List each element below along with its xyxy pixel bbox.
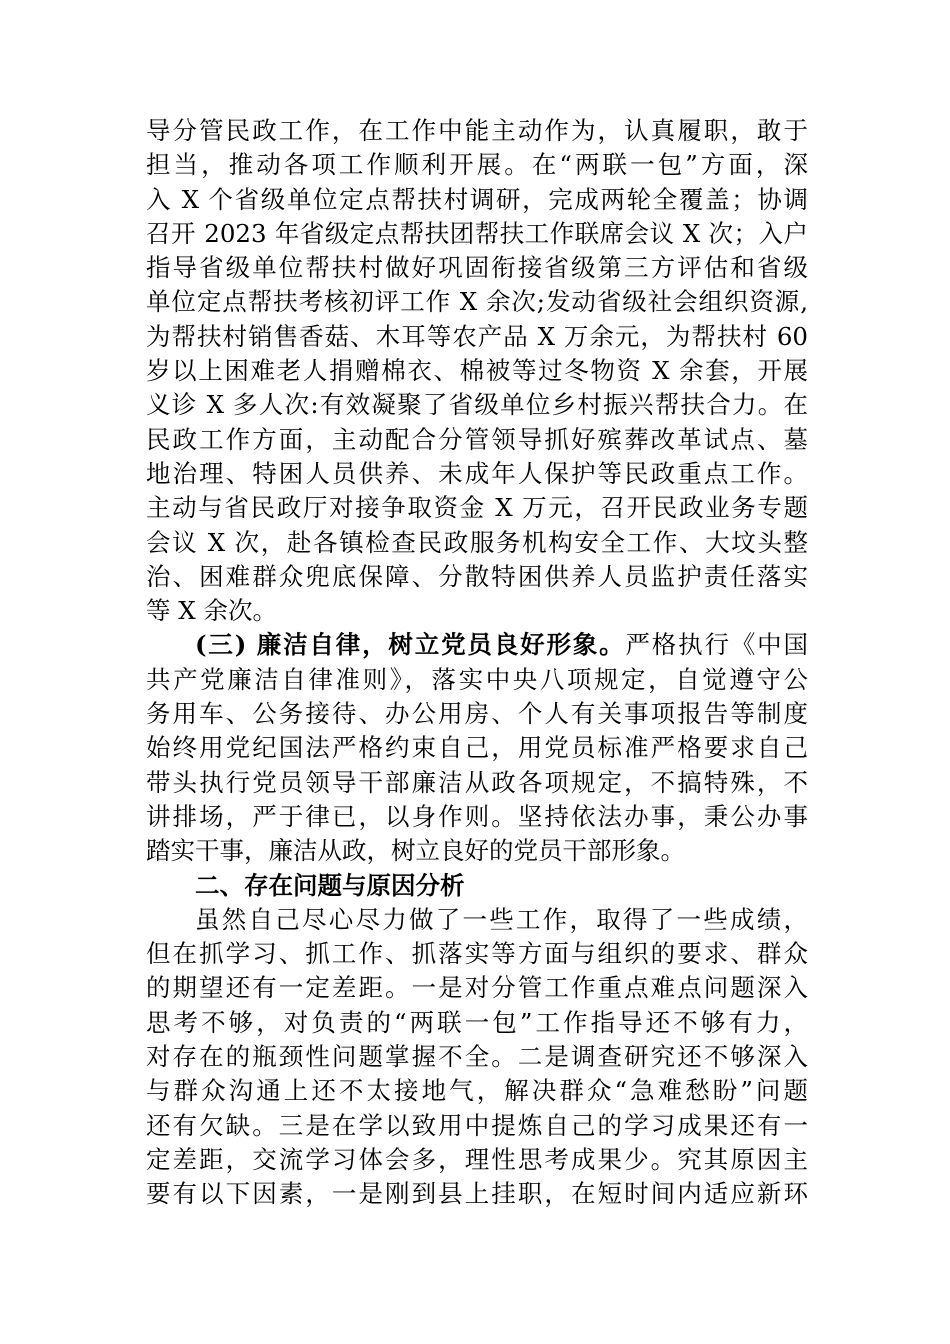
- text-line: 治、困难群众兜底保障、分散特困供养人员监护责任落实: [146, 561, 808, 591]
- text-line: 会议 X 次，赴各镇检查民政服务机构安全工作、大坟头整: [146, 527, 808, 557]
- text-line: [146, 628, 808, 662]
- text-line: 民政工作方面，主动配合分管领导抓好殡葬改革试点、墓: [146, 424, 808, 454]
- text-line: 担当，推动各项工作顺利开展。在“两联一包”方面，深: [146, 150, 808, 180]
- text-line: 讲排场，严于律已，以身作则。坚持依法办事，秉公办事: [146, 801, 808, 831]
- text-line: 地治理、特困人员供养、未成年人保护等民政重点工作。: [146, 458, 808, 488]
- text-line: 务用车、公务接待、办公用房、个人有关事项报告等制度: [146, 699, 808, 729]
- text-line: 的期望还有一定差距。一是对分管工作重点难点问题深入: [146, 973, 808, 1003]
- paragraph-work-summary: [146, 114, 808, 628]
- text-line: 对存在的瓶颈性问题掌握不全。二是调查研究还不够深入: [146, 1042, 808, 1072]
- text-line: 单位定点帮扶考核初评工作 X 余次;发动省级社会组织资源,: [146, 287, 808, 317]
- text-line: 岁以上困难老人捐赠棉衣、棉被等过冬物资 X 余套，开展: [146, 356, 808, 386]
- text-line: 与群众沟通上还不太接地气，解决群众“急难愁盼”问题: [146, 1076, 808, 1106]
- paragraph-problems: [146, 903, 808, 1212]
- text-line: 共产党廉洁自律准则》，落实中央八项规定，自觉遵守公: [146, 664, 808, 694]
- paragraph-integrity: [146, 628, 808, 868]
- text-line: 导分管民政工作，在工作中能主动作为，认真履职，敢于: [146, 116, 808, 145]
- text-line: 带头执行党员领导干部廉洁从政各项规定，不搞特殊，不: [146, 767, 808, 797]
- text-line: 虽然自己尽心尽力做了一些工作，取得了一些成绩，: [195, 904, 808, 934]
- text-line: 定差距，交流学习体会多，理性思考成果少。究其原因主: [146, 1144, 808, 1174]
- document-page: [146, 114, 808, 1212]
- text-line: 指导省级单位帮扶村做好巩固衔接省级第三方评估和省级: [146, 253, 808, 283]
- text-line: 召开 2023 年省级定点帮扶团帮扶工作联席会议 X 次；入户: [146, 218, 808, 248]
- text-line: 义诊 X 多人次:有效凝聚了省级单位乡村振兴帮扶合力。在: [146, 390, 808, 420]
- text-line: 入 X 个省级单位定点帮扶村调研，完成两轮全覆盖；协调: [146, 184, 808, 214]
- text-line: 踏实干事，廉洁从政，树立良好的党员干部形象。: [146, 836, 685, 866]
- text-fragment: 严格执行《中国: [625, 630, 808, 660]
- text-line: 思考不够，对负责的“两联一包”工作指导还不够有力，: [146, 1007, 808, 1037]
- section-title: (三) 廉洁自律，树立党员良好形象。: [195, 630, 626, 660]
- text-line: 还有欠缺。三是在学以致用中提炼自己的学习成果还有一: [146, 1110, 808, 1140]
- text-line: 等 X 余次。: [146, 596, 278, 626]
- text-line: 主动与省民政厅对接争取资金 X 万元，召开民政业务专题: [146, 493, 808, 523]
- section-heading: 二、存在问题与原因分析: [195, 870, 465, 900]
- text-line: 为帮扶村销售香菇、木耳等农产品 X 万余元，为帮扶村 60: [146, 321, 808, 351]
- text-line: 要有以下因素，一是刚到县上挂职，在短时间内适应新环: [146, 1179, 808, 1209]
- text-line: 但在抓学习、抓工作、抓落实等方面与组织的要求、群众: [146, 939, 808, 969]
- text-line: 始终用党纪国法严格约束自己，用党员标准严格要求自己: [146, 733, 808, 763]
